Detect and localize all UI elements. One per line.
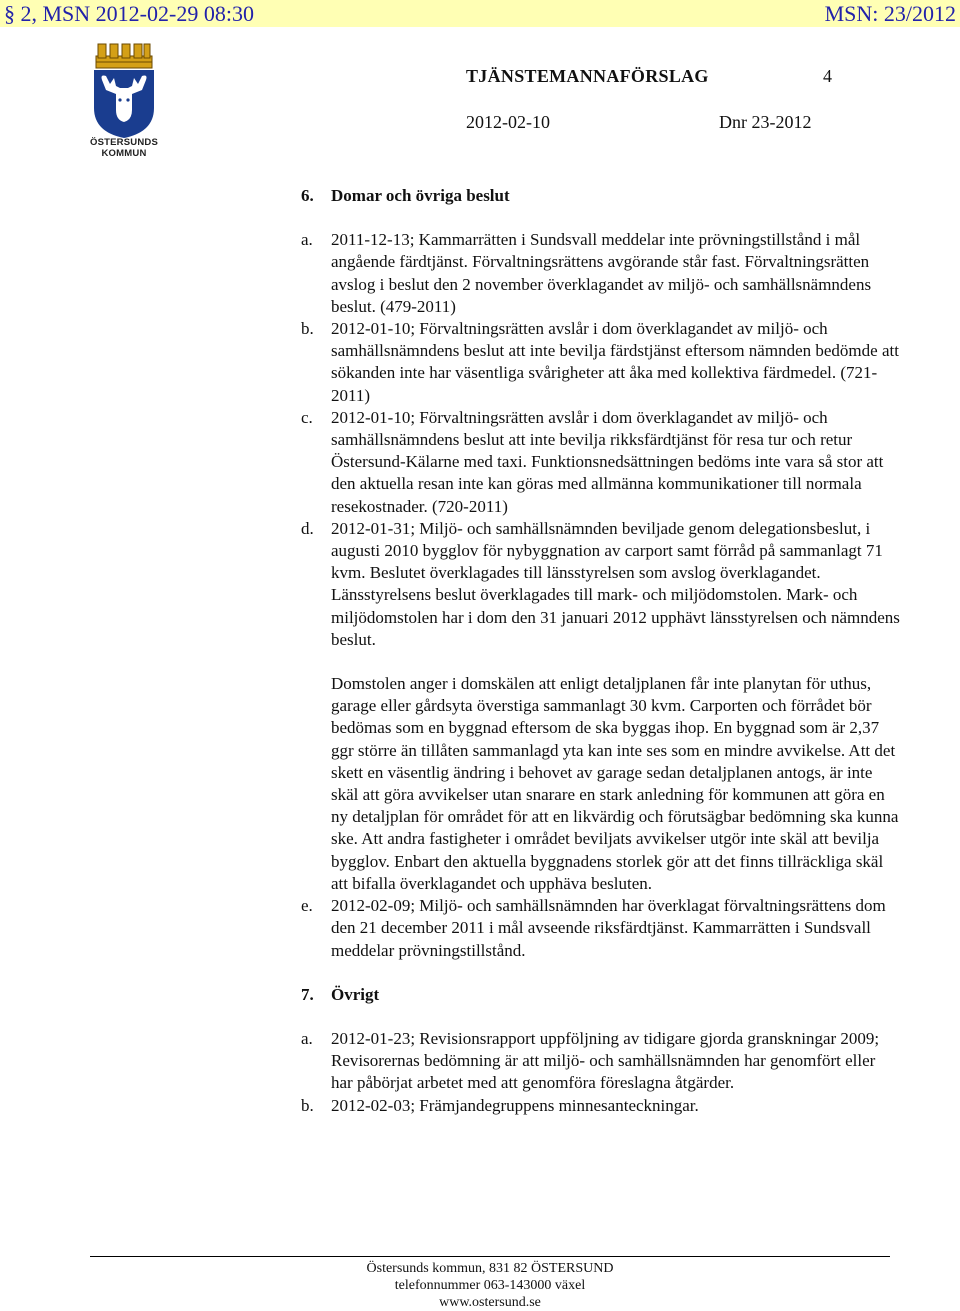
logo-text-line1: ÖSTERSUNDS <box>90 137 158 148</box>
list-item <box>301 1095 901 1117</box>
document-date: 2012-02-10 <box>466 112 550 132</box>
list-item-text: 2012-02-03; Främjandegruppens minnesanteckningar. <box>331 1095 699 1115</box>
section-number: 7. <box>301 984 314 1004</box>
list-item-letter: a. <box>301 1028 313 1048</box>
section-title: Domar och övriga beslut <box>331 186 510 205</box>
list-item-letter: e. <box>301 896 313 916</box>
list-item <box>301 407 901 518</box>
section-heading <box>301 984 901 1006</box>
list-item-letter: a. <box>301 230 313 250</box>
list-item-letter: c. <box>301 407 313 427</box>
list-item-text: 2012-01-10; Förvaltningsrätten avslår i dom överklagandet av miljö- och samhällsnämndens beslut att inte bevilja rikksfärdtjänst för resa tur och retur Östersund-Kälarne med taxi. Funktionsnedsättningen bedöms inte vara så stor att den aktuella resan inte kan göras med allmänna kommunikationer till normala resekostnader. (720-2011) <box>331 407 884 516</box>
section-number: 6. <box>301 186 314 205</box>
page-number: 4 <box>823 66 832 86</box>
list-item-text: 2011-12-13; Kammarrätten i Sundsvall meddelar inte prövningstillstånd i mål angående färdtjänst. Förvaltningsrättens avgörande står fast. Förvaltningsrätten avslog i beslut den 2 november överklagandet av miljö- och samhällsnämndens beslut. (479-2011) <box>331 230 872 316</box>
footer-divider <box>90 1256 890 1257</box>
section-title: Övrigt <box>331 984 380 1004</box>
document-body <box>301 185 901 1117</box>
list-item <box>301 895 901 962</box>
diary-number: Dnr 23-2012 <box>719 112 812 132</box>
municipality-logo <box>88 40 160 160</box>
document-type-title: TJÄNSTEMANNAFÖRSLAG <box>466 66 709 86</box>
coat-of-arms-icon <box>88 40 160 140</box>
footer <box>0 1260 960 1311</box>
section-heading <box>301 185 901 207</box>
list-item <box>301 518 901 651</box>
footer-phone: telefonnummer 063-143000 växel <box>394 1278 586 1293</box>
list-item <box>301 1028 901 1095</box>
footer-address: Östersunds kommun, 831 82 ÖSTERSUND <box>366 1261 614 1276</box>
list-item-text: 2012-01-23; Revisionsrapport uppföljning av tidigare gjorda granskningar 2009; Revisorernas bedömning är att miljö- och samhällsnämnden har genomfört eller har påbörjat arbetet med att genomföra föreslagna åtgärder. <box>331 1028 880 1093</box>
list-item-letter: b. <box>301 319 314 339</box>
list-item-letter: b. <box>301 1095 314 1115</box>
list-item-letter: d. <box>301 518 314 538</box>
list-item <box>301 318 901 407</box>
list-item-text: 2012-02-09; Miljö- och samhällsnämnden har överklagat förvaltningsrättens dom den 21 december 2011 i mål avseende riksfärdtjänst. Kammarrätten i Sundsvall meddelar prövningstillstånd. <box>331 896 886 960</box>
list-item-followup-paragraph: Domstolen anger i domskälen att enligt detaljplanen får inte planytan för uthus, garage eller gårdsyta överstiga sammanlagt 30 kvm. Carporten och förrådet bör bedömas som en byggnad eftersom de ska byggas ihop. En byggnad som är 2,37 ggr större än tillåten sammanlagd yta kan inte ses som en mindre avvikelse. Att det skett en väsentlig ändring i behovet av garage sedan detaljplanen antogs, är inte skäl att göra avvikelser utan snarare en stark anledning för kommunen att göra en ny detaljplan för området för att en likvärdig och förutsägbar bedömning ska kunna ske. Att andra fastigheter i området beviljats avvikelser utgör inte skäl att bevilja bygglov. Enbart den aktuella byggnadens storlek gör att det finns tillräckliga skäl att bifalla överklagandet och upphäva besluten. <box>331 674 899 893</box>
list-item-text: 2012-01-10; Förvaltningsrätten avslår i dom överklagandet av miljö- och samhällsnämndens beslut att inte bevilja färdstjänst eftersom nämnden bedömde att sökanden inte har väsentliga svårigheter att åka med kollektiva färdmedel. (721-2011) <box>331 319 899 405</box>
msn-reference: MSN: 23/2012 <box>824 0 956 26</box>
footer-website-link[interactable]: www.ostersund.se <box>439 1295 541 1310</box>
document-top-bar <box>0 0 960 27</box>
list-item-text: 2012-01-31; Miljö- och samhällsnämnden beviljade genom delegationsbeslut, i augusti 2010 bygglov för nybyggnation av carport samt förråd på sammanlagt 71 kvm. Beslutet överklagades till länsstyrelsen som avslog överklagandet. Länsstyrelsens beslut överklagades till mark- och miljödomstolen. Mark- och miljödomstolen har i dom den 31 januari 2012 upphävt länsstyrelsen och nämndens beslut. <box>331 518 900 649</box>
list-item <box>301 229 901 318</box>
paragraph-reference: § 2, MSN 2012-02-29 08:30 <box>4 0 254 26</box>
logo-text-line2: KOMMUN <box>101 148 147 159</box>
